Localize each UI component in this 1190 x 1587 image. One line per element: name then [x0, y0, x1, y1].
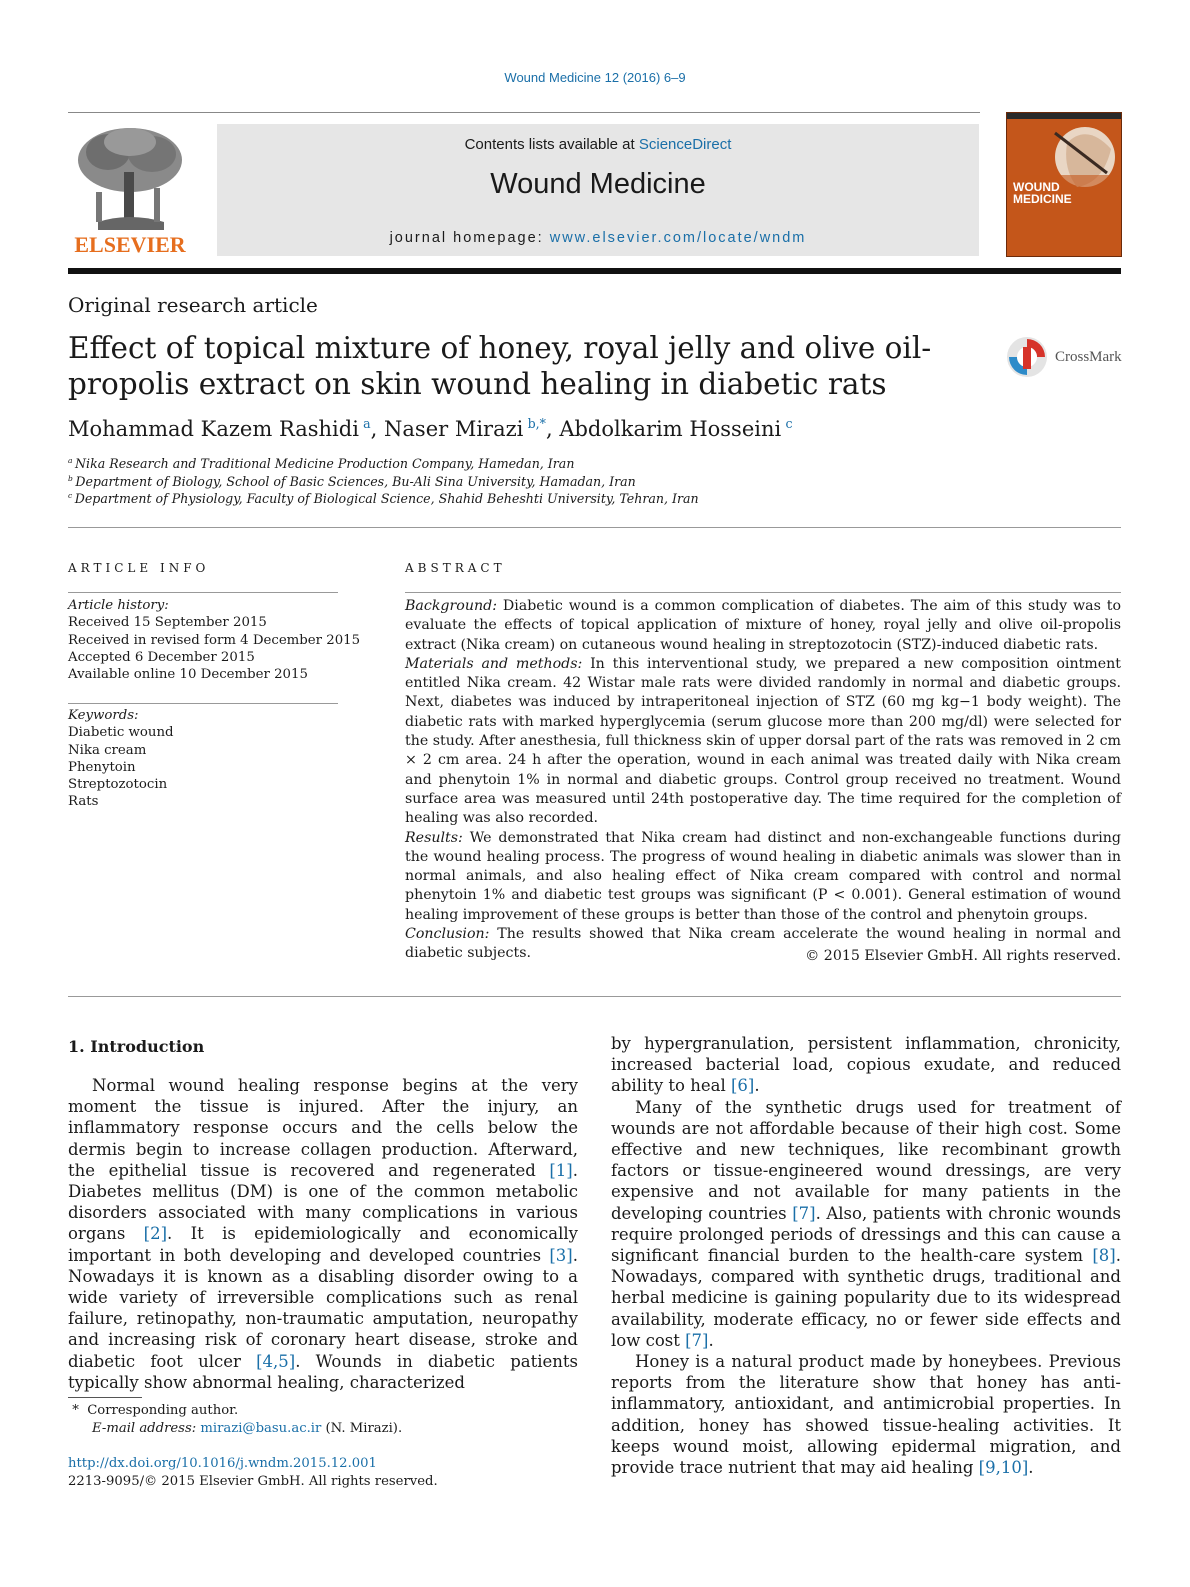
abstract-background: [405, 597, 1121, 655]
body-column-left: [68, 1075, 578, 1393]
footnote-rule: [68, 1397, 142, 1398]
affiliation-mark: b: [68, 473, 73, 483]
affiliations: [68, 455, 699, 508]
doi-link[interactable]: http://dx.doi.org/10.1016/j.wndm.2015.12.001: [68, 1456, 377, 1471]
contents-prefix: Contents lists available at: [464, 136, 639, 153]
abstract-heading: ABSTRACT: [405, 561, 506, 575]
corresponding-author-footnote: [68, 1402, 402, 1438]
article-info-rule: [68, 592, 338, 593]
author-name[interactable]: Naser Mirazi: [384, 417, 524, 441]
keyword-item: Phenytoin: [68, 759, 136, 775]
email-link[interactable]: mirazi@basu.ac.ir: [200, 1421, 322, 1436]
body-paragraph: by hypergranulation, persistent inflammation, chronicity, increased bacterial load, copious exudate, and reduced ability to heal [6].: [611, 1034, 1121, 1096]
abstract-rule: [405, 592, 1121, 593]
affiliation-text: Department of Physiology, Faculty of Biological Science, Shahid Beheshti University, Tehran, Iran: [74, 491, 699, 506]
affiliation-mark: c: [68, 490, 73, 500]
crossmark-badge[interactable]: [1005, 335, 1125, 379]
keywords-label: Keywords:: [68, 708, 139, 723]
citation-link[interactable]: [1]: [549, 1160, 573, 1180]
history-item: Available online 10 December 2015: [68, 667, 308, 683]
author-affiliation-mark[interactable]: c: [785, 416, 793, 431]
article-info-heading: ARTICLE INFO: [68, 561, 210, 575]
keywords: [68, 707, 174, 811]
section-rule: [68, 996, 1121, 997]
homepage-line: [217, 230, 979, 246]
abstract-results: [405, 829, 1121, 925]
history-item: Accepted 6 December 2015: [68, 649, 255, 665]
article-type: Original research article: [68, 293, 318, 317]
corresponding-mark: *: [72, 1403, 79, 1418]
corresponding-text: Corresponding author.: [87, 1403, 239, 1418]
sciencedirect-link[interactable]: ScienceDirect: [638, 136, 732, 153]
keyword-item: Rats: [68, 794, 99, 810]
header-rule: [68, 112, 980, 113]
keyword-item: Streptozotocin: [68, 777, 168, 793]
issn-line: 2213-9095/© 2015 Elsevier GmbH. All rights reserved.: [68, 1474, 438, 1489]
author-name[interactable]: Mohammad Kazem Rashidi: [68, 417, 359, 441]
citation-link[interactable]: [7]: [792, 1203, 816, 1223]
corresponding-line: [68, 1402, 402, 1420]
contents-line: [217, 136, 979, 153]
affiliation-mark: a: [68, 455, 73, 465]
affiliation-text: Nika Research and Traditional Medicine Production Company, Hamedan, Iran: [75, 456, 575, 471]
article-history: [68, 597, 360, 683]
body-paragraph: Many of the synthetic drugs used for treatment of wounds are not affordable because of their high cost. Some effective and new techniques, like recombinant growth factors or tissue-engineered wound dressings, are very expensive and not available for many patients in the developing countries [7]. Also, patients with chronic wounds require prolonged periods of dressings and this can cause a significant financial burden to the health-care system [8]. Nowadays, compared with synthetic drugs, traditional and herbal medicine is gaining popularity due to its widespread availability, moderate efficacy, no or fewer side effects and low cost [7].: [611, 1097, 1121, 1350]
author-affiliation-mark[interactable]: a: [363, 416, 371, 431]
abstract-methods-text: In this interventional study, we prepared a new composition ointment entitled Nika cream. 42 Wistar male rats were divided randomly in normal and diabetic groups. Next, diabetes was induced by intraperitoneal injection of STZ (60 mg kg−1 body weight). The diabetic rats with marked hyperglycemia (serum glucose more than 200 mg/dl) were selected for the study. After anesthesia, full thickness skin of upper dorsal part of the rats was removed in 2 cm × 2 cm area. 24 h after the operation, wound in each animal was treated daily with Nika cream and phenytoin 1% in normal and diabetic groups. Control group received no treatment. Wound surface area was measured until 24th postoperative day. The time required for the completion of healing was also recorded.: [405, 655, 1121, 827]
citation-link[interactable]: [6]: [731, 1076, 755, 1096]
history-item: Received 15 September 2015: [68, 615, 267, 631]
author-name[interactable]: Abdolkarim Hosseini: [559, 417, 782, 441]
doi-block: [68, 1455, 438, 1491]
citation-link[interactable]: [2]: [143, 1224, 168, 1244]
abstract-copyright: © 2015 Elsevier GmbH. All rights reserved.: [805, 948, 1121, 964]
email-label: E-mail address:: [92, 1421, 197, 1436]
keyword-item: Nika cream: [68, 742, 147, 758]
crossmark-icon: [1005, 335, 1049, 379]
history-label: Article history:: [68, 598, 169, 613]
section-rule: [68, 527, 1121, 528]
cover-title: WOUND MEDICINE: [1013, 180, 1072, 206]
journal-cover-image[interactable]: [1006, 112, 1122, 257]
affiliation-item: [68, 473, 699, 491]
email-line: [68, 1420, 402, 1438]
affiliation-item: [68, 455, 699, 473]
homepage-prefix: journal homepage:: [389, 230, 550, 246]
abstract-results-text: We demonstrated that Nika cream had distinct and non-exchangeable functions during the wound healing process. The progress of wound healing in diabetic animals was slower than in normal animals, and also healing effect of Nika cream compared with control and normal phenytoin 1% and diabetic test groups was significant (P < 0.001). General estimation of wound healing improvement of these groups is better than those of the control and phenytoin groups.: [405, 829, 1121, 923]
abstract-conclusion-text: The results showed that Nika cream accelerate the wound healing in normal and diabetic subjects.: [405, 926, 1122, 962]
homepage-link[interactable]: www.elsevier.com/locate/wndm: [549, 230, 807, 246]
abstract-background-label: Background:: [405, 598, 497, 614]
keyword-item: Diabetic wound: [68, 725, 174, 741]
article-title: Effect of topical mixture of honey, royal jelly and olive oil-propolis extract on skin wound healing in diabetic rats: [68, 331, 932, 401]
header-thick-rule: [68, 268, 1121, 274]
crossmark-label: CrossMark: [1055, 349, 1122, 365]
author-list: Mohammad Kazem Rashidi $^a$, Naser Mirazi $^{b,*}$, Abdolkarim Hosseini $^c$: [68, 416, 793, 441]
affiliation-text: Department of Biology, School of Basic Sciences, Bu-Ali Sina University, Hamadan, Iran: [75, 473, 636, 489]
citation-link[interactable]: [9,10]: [978, 1458, 1029, 1478]
email-name: (N. Mirazi).: [325, 1421, 403, 1436]
section-heading-introduction: 1. Introduction: [68, 1037, 205, 1056]
abstract-results-label: Results:: [405, 829, 463, 846]
keywords-rule: [68, 703, 338, 704]
body-paragraph: Normal wound healing response begins at the very moment the tissue is injured. After the injury, an inflammatory response occurs and the cells below the dermis begin to increase collagen production. Afterward, the epithelial tissue is recovered and regenerated [1]. Diabetes mellitus (DM) is one of the common metabolic disorders associated with many complications in various organs [2]. It is epidemiologically and economically important in both developing and developed countries [3]. Nowadays it is known as a disabling disorder owing to a wide variety of irreversible complications such as renal failure, retinopathy, non-traumatic amputation, neuropathy and increasing risk of coronary heart disease, stroke and diabetic foot ulcer [4,5]. Wounds in diabetic patients typically show abnormal healing, characterized: [68, 1076, 579, 1392]
affiliation-item: [68, 490, 699, 508]
journal-reference[interactable]: Wound Medicine 12 (2016) 6–9: [504, 70, 686, 85]
author-affiliation-mark[interactable]: b,*: [527, 416, 546, 431]
abstract-conclusion-label: Conclusion:: [405, 926, 490, 943]
history-item: Received in revised form 4 December 2015: [68, 632, 361, 648]
journal-banner: [217, 124, 979, 256]
body-column-right: [611, 1033, 1121, 1478]
body-paragraph: Honey is a natural product made by honeybees. Previous reports from the literature show that honey has anti-inflammatory, antioxidant, and antimicrobial properties. In addition, honey has showed tissue-healing activities. It keeps wound moist, allowing epidermal migration, and provide trace nutrient that may aid healing [9,10].: [611, 1352, 1121, 1478]
citation-link[interactable]: [4,5]: [256, 1351, 296, 1371]
abstract-background-text: Diabetic wound is a common complication of diabetes. The aim of this study was to evaluate the effects of topical application of mixture of honey, royal jelly and olive oil-propolis extract (Nika cream) on cutaneous wound healing in streptozotocin (STZ)-induced diabetic rats.: [405, 598, 1121, 653]
abstract-body: [405, 597, 1121, 964]
citation-link[interactable]: [8]: [1092, 1246, 1116, 1266]
elsevier-wordmark: ELSEVIER: [74, 232, 186, 257]
abstract-methods: [405, 655, 1121, 829]
citation-link[interactable]: [7]: [685, 1330, 709, 1350]
abstract-methods-label: Materials and methods:: [405, 655, 583, 672]
citation-link[interactable]: [3]: [549, 1245, 573, 1265]
journal-name: Wound Medicine: [490, 168, 706, 200]
